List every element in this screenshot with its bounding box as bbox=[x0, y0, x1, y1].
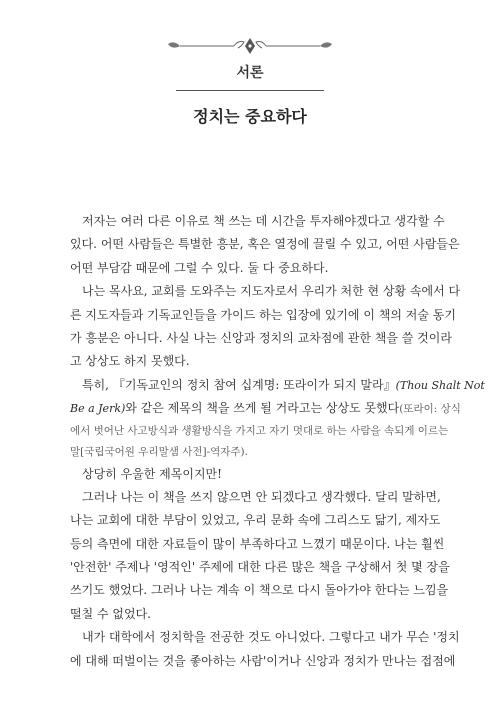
text-line: '안전한' 주제나 '영적인' 주제에 대한 다른 많은 책을 구상해서 첫 몇 장을 bbox=[70, 560, 450, 575]
english-title: (Thou Shalt Not bbox=[395, 378, 485, 392]
text-line: 저자는 여러 다른 이유로 책 쓰는 데 시간을 투자해야겠다고 생각할 수 bbox=[82, 214, 445, 228]
text-line: 고 상상도 하지 못했다. bbox=[70, 354, 190, 369]
text-line: 내가 대학에서 정치학을 전공한 것도 아니었다. 그렇다고 내가 무슨 '정치 bbox=[82, 630, 460, 645]
text-line: 가 흥분은 아니다. 사실 나는 신앙과 정치의 교차점에 관한 책을 쓸 것이라 bbox=[70, 330, 452, 345]
text-line: 나는 교회에 대한 부담이 있었고, 우리 문화 속에 그리스도 닮기, 제자도 bbox=[70, 513, 441, 528]
english-title: Be a Jerk) bbox=[70, 402, 126, 416]
text-line: 쓰기도 했었다. 그러나 나는 계속 이 책으로 다시 돌아가야 한다는 느낌을 bbox=[70, 583, 449, 598]
ornament-divider bbox=[0, 0, 500, 60]
body-text bbox=[70, 210, 485, 673]
text-line: 에 대해 떠벌이는 것을 좋아하는 사람'이거나 신앙과 정치가 만나는 접점에 bbox=[70, 653, 456, 668]
text-line: 상당히 우울한 제목이지만! bbox=[82, 466, 222, 481]
text-line: 등의 측면에 대한 자료들이 많이 부족하다고 느꼈기 때문이다. 나는 훨씬 bbox=[70, 536, 445, 551]
translator-note-line: 에서 벗어난 사고방식과 생활방식을 가지고 자기 멋대로 하는 사람을 속되게 이르는 bbox=[70, 424, 449, 437]
text-line: 특히, 『기독교인의 정치 참여 십계명: 또라이가 되지 말라』(Thou Shalt Not bbox=[82, 377, 485, 392]
text-line: 른 지도자들과 기독교인들을 가이드 하는 입장에 있기에 이 책의 저술 동기 bbox=[70, 307, 456, 322]
section-label: 서론 bbox=[236, 65, 264, 81]
translator-note: (또라이: 상식 bbox=[399, 403, 461, 416]
text-line: 그러나 나는 이 책을 쓰지 않으면 안 되겠다고 생각했다. 달리 말하면, bbox=[82, 489, 441, 504]
title-rule bbox=[176, 90, 324, 91]
translator-note-line: 말[국립국어원 우리말샘 사전]-역자주). bbox=[70, 445, 248, 458]
chapter-title: 정치는 중요하다 bbox=[193, 107, 307, 126]
text-line: 떨칠 수 없었다. bbox=[70, 606, 151, 621]
text-line: 있다. 어떤 사람들은 특별한 흥분, 혹은 열정에 끌릴 수 있고, 어떤 사람들은 bbox=[70, 237, 460, 252]
text-line: Be a Jerk)와 같은 제목의 책을 쓰게 될 거라고는 상상도 못했다(또라이: 상식 bbox=[70, 401, 461, 416]
text-line: 어떤 부담감 때문에 그럴 수 있다. 둘 다 중요하다. bbox=[70, 260, 329, 275]
text-line: 나는 목사요, 교회를 도와주는 지도자로서 우리가 처한 현 상황 속에서 다 bbox=[82, 284, 461, 299]
